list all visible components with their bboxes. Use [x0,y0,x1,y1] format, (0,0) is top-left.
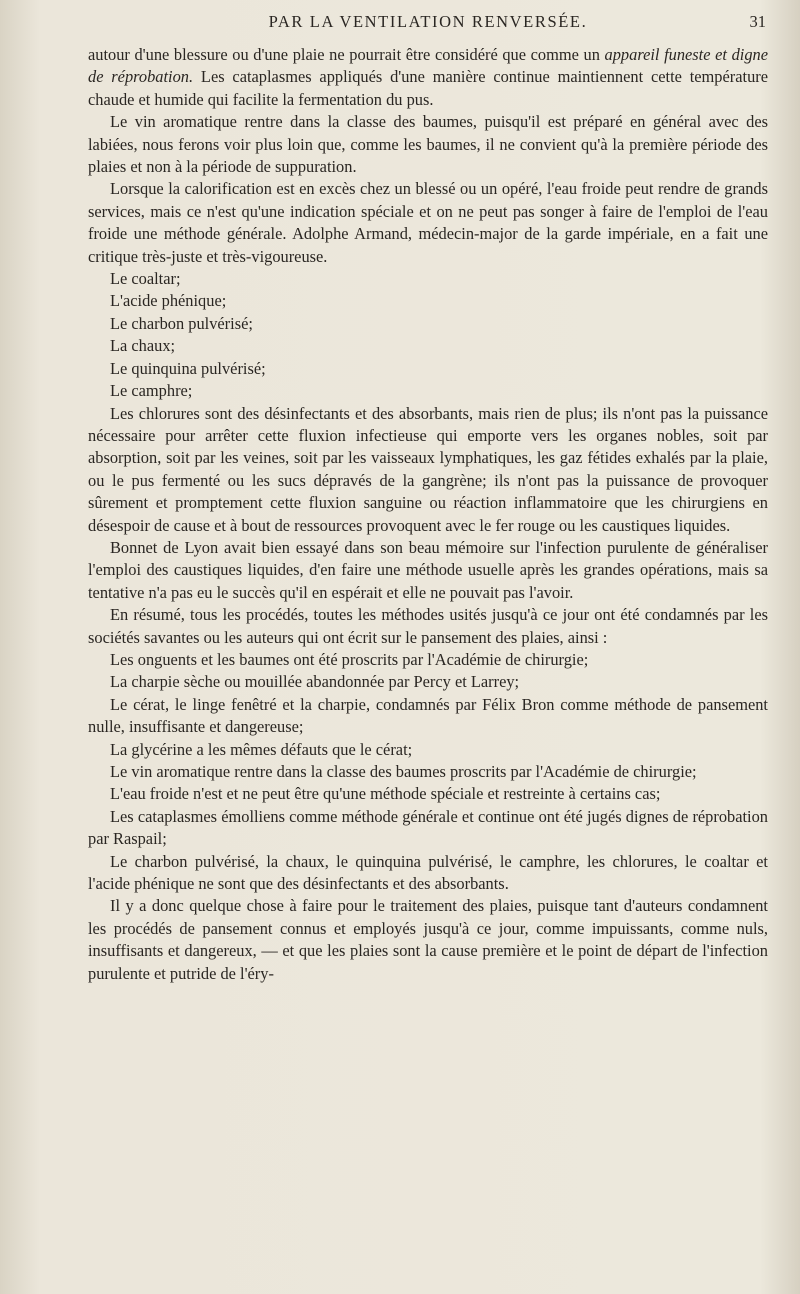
list-item: Les onguents et les baumes ont été proscrits par l'Académie de chirurgie; [110,649,589,669]
list-item: La chaux; [110,336,176,356]
list-item: La charpie sèche ou mouillée abandonnée par Percy et Larrey; [110,672,520,692]
list-item: Le cérat, le linge fenêtré et la charpie, condamnés par Félix Bron comme méthode de pansement nulle, insuffisante et dangereuse; [88,694,768,737]
page-header [90,8,766,34]
paragraph: Les chlorures sont des désinfectants et des absorbants, mais rien de plus; ils n'ont pas la puissance nécessaire pour arrêter cette fluxion infectieuse qui emporte vers les organes nobles, soit par absorption, soit par les veines, soit par les vaisseaux lymphatiques, les gaz fétides exhalés par la plaie, ou le pus fermenté ou les sucs dépravés de la gangrène; ils n'ont pas la puissance de provoquer sûrement et promptement cette fluxion sanguine ou réaction inflammatoire que les chirurgiens en désespoir de cause et à bout de ressources provoquent avec le fer rouge ou les caustiques liquides. [88,403,768,535]
list-item: Le charbon pulvérisé; [110,313,253,333]
running-title: PAR LA VENTILATION RENVERSÉE. [268,12,588,31]
paragraph: Bonnet de Lyon avait bien essayé dans son beau mémoire sur l'infection purulente de généraliser l'emploi des caustiques liquides, d'en faire une méthode usuelle après les grandes opérations, mais sa tentative n'a pas eu le succès qu'il en espérait et elle ne pouvait pas l'avoir. [88,537,768,602]
body-text [88,44,768,985]
text-run: Les cataplasmes appliqués d'une manière continue maintiennent cette température chaude et humide qui facilite la fermentation du pus. [88,67,768,109]
list-item: Le charbon pulvérisé, la chaux, le quinquina pulvérisé, le camphre, les chlorures, le coaltar et l'acide phénique ne sont que des désinfectants et des absorbants. [88,851,768,894]
list-item: Le vin aromatique rentre dans la classe des baumes proscrits par l'Académie de chirurgie; [110,762,697,781]
italic-phrase: appareil funeste et digne de réprobation. [88,45,768,87]
list-item: L'eau froide n'est et ne peut être qu'une méthode spéciale et restreinte à certains cas; [110,784,661,804]
list-item: La glycérine a les mêmes défauts que le cérat; [110,739,413,759]
text-run: autour d'une blessure ou d'une plaie ne pourrait être considéré que comme un [88,45,605,64]
list-item: L'acide phénique; [110,291,227,311]
page-number: 31 [749,12,766,31]
list-item: Les cataplasmes émolliens comme méthode générale et continue ont été jugés dignes de réprobation par Raspail; [88,806,768,849]
paragraph: En résumé, tous les procédés, toutes les méthodes usités jusqu'à ce jour ont été condamnés par les sociétés savantes ou les auteurs qui ont écrit sur le pansement des plaies, ainsi : [88,605,768,647]
paragraph: Il y a donc quelque chose à faire pour le traitement des plaies, puisque tant d'auteurs condamnent les procédés de pansement connus et employés jusqu'à ce jour, comme impuissants, comme nuls, insuffisants et dangereux, — et que les plaies sont la cause première et le point de départ de l'infection purulente et putride de l'éry- [88,896,768,983]
paragraph [88,44,768,111]
list-item: Le quinquina pulvérisé; [110,358,266,378]
paragraph: Le vin aromatique rentre dans la classe des baumes, puisqu'il est préparé en général avec des labiées, nous ferons voir plus loin que, comme les baumes, il ne convient qu'à la première période des plaies et non à la période de suppuration. [88,112,768,177]
list-item: Le coaltar; [110,269,181,289]
list-item: Le camphre; [110,381,193,401]
paragraph: Lorsque la calorification est en excès chez un blessé ou un opéré, l'eau froide peut rendre de grands services, mais ce n'est qu'une indication spéciale et on ne peut pas songer à faire de l'emploi de l'eau froide une méthode générale. Adolphe Armand, médecin-major de la garde impériale, en a fait une critique très-juste et très-vigoureuse. [88,179,768,266]
